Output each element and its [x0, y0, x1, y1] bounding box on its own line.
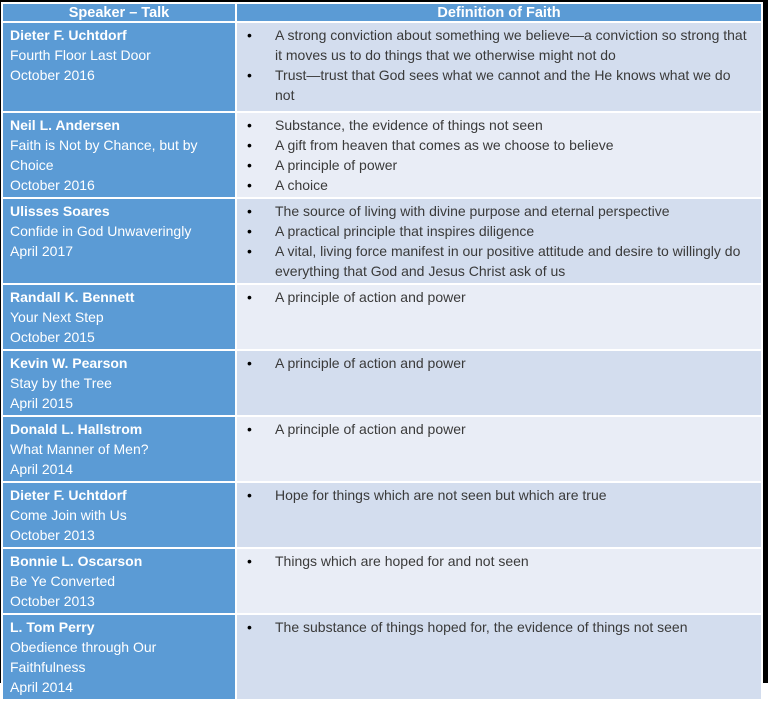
speaker-name: Ulisses Soares — [10, 203, 110, 219]
bullet-icon: • — [247, 289, 252, 305]
talk-title: Obedience through Our Faithfulness — [10, 639, 157, 675]
talk-title: Your Next Step — [10, 309, 104, 325]
talk-date: April 2015 — [10, 395, 74, 411]
bullet-text: The substance of things hoped for, the evidence of things not seen — [275, 619, 688, 635]
bullet-text: Hope for things which are not seen but which are true — [275, 487, 607, 503]
definition-cell — [237, 285, 761, 349]
bullet-item — [237, 617, 757, 637]
bullet-icon: • — [247, 243, 252, 259]
speaker-name: Donald L. Hallstrom — [10, 421, 143, 437]
bullet-text: A strong conviction about something we believe—a conviction so strong that it moves us to do things that we otherwise might not do — [275, 27, 747, 63]
bullet-item — [237, 25, 757, 65]
bullet-icon: • — [247, 553, 252, 569]
talk-date: October 2015 — [10, 329, 95, 345]
bullet-item — [237, 221, 757, 241]
bullet-item — [237, 551, 757, 571]
bullet-item — [237, 485, 757, 505]
speaker-name: L. Tom Perry — [10, 619, 95, 635]
talk-date: April 2017 — [10, 243, 74, 259]
speaker-cell — [3, 417, 235, 481]
speaker-name: Neil L. Andersen — [10, 117, 120, 133]
bullet-item — [237, 175, 757, 195]
bullet-text: A vital, living force manifest in our positive attitude and desire to willingly do everything that God and Jesus Christ ask of us — [275, 243, 741, 279]
bullet-text: A principle of action and power — [275, 421, 466, 437]
definition-cell — [237, 417, 761, 481]
table-row — [3, 199, 761, 283]
definition-cell — [237, 113, 761, 197]
speaker-cell — [3, 615, 235, 699]
bullet-text: Trust—trust that God sees what we cannot and the He knows what we do not — [275, 67, 731, 103]
definition-cell — [237, 483, 761, 547]
speaker-name: Dieter F. Uchtdorf — [10, 487, 127, 503]
bullet-text: A principle of power — [275, 157, 398, 173]
bullet-icon: • — [247, 421, 252, 437]
talk-title: Faith is Not by Chance, but by Choice — [10, 137, 198, 173]
bullet-item — [237, 65, 757, 105]
definition-cell — [237, 199, 761, 283]
bullet-text: A principle of action and power — [275, 289, 466, 305]
speaker-cell — [3, 199, 235, 283]
speaker-name: Randall K. Bennett — [10, 289, 135, 305]
talk-title: Come Join with Us — [10, 507, 127, 523]
bullet-item — [237, 201, 757, 221]
talk-date: April 2014 — [10, 679, 74, 695]
table-row — [3, 23, 761, 111]
definition-cell — [237, 615, 761, 699]
table-row — [3, 285, 761, 349]
table-row — [3, 417, 761, 481]
faith-definitions-table — [1, 2, 763, 701]
talk-date: October 2013 — [10, 593, 95, 609]
talk-date: October 2016 — [10, 67, 95, 83]
speaker-name: Dieter F. Uchtdorf — [10, 27, 127, 43]
table-row — [3, 549, 761, 613]
bullet-item — [237, 241, 757, 281]
bullet-item — [237, 115, 757, 135]
bullet-icon: • — [247, 203, 252, 219]
speaker-name: Kevin W. Pearson — [10, 355, 128, 371]
speaker-cell — [3, 483, 235, 547]
talk-date: October 2016 — [10, 177, 95, 193]
definition-cell — [237, 351, 761, 415]
speaker-name: Bonnie L. Oscarson — [10, 553, 143, 569]
talk-title: Confide in God Unwaveringly — [10, 223, 192, 239]
header-row — [3, 4, 761, 21]
speaker-cell — [3, 23, 235, 111]
talk-title: What Manner of Men? — [10, 441, 149, 457]
talk-date: April 2014 — [10, 461, 74, 477]
bullet-icon: • — [247, 223, 252, 239]
bullet-icon: • — [247, 619, 252, 635]
bullet-icon: • — [247, 27, 252, 43]
bullet-icon: • — [247, 355, 252, 371]
speaker-cell — [3, 285, 235, 349]
table-row — [3, 483, 761, 547]
speaker-cell — [3, 549, 235, 613]
header-speaker-talk: Speaker – Talk — [3, 4, 235, 21]
bullet-item — [237, 419, 757, 439]
bullet-icon: • — [247, 137, 252, 153]
talk-title: Be Ye Converted — [10, 573, 116, 589]
bullet-item — [237, 287, 757, 307]
speaker-cell — [3, 351, 235, 415]
bullet-icon: • — [247, 117, 252, 133]
bullet-icon: • — [247, 157, 252, 173]
bullet-icon: • — [247, 487, 252, 503]
table-row — [3, 615, 761, 699]
bullet-text: Things which are hoped for and not seen — [275, 553, 529, 569]
bullet-icon: • — [247, 67, 252, 83]
bullet-text: A choice — [275, 177, 328, 193]
header-definition: Definition of Faith — [237, 4, 761, 21]
bullet-item — [237, 353, 757, 373]
table-row — [3, 113, 761, 197]
table-row — [3, 351, 761, 415]
bullet-text: The source of living with divine purpose and eternal perspective — [275, 203, 670, 219]
talk-title: Stay by the Tree — [10, 375, 112, 391]
speaker-cell — [3, 113, 235, 197]
definition-cell — [237, 549, 761, 613]
bullet-icon: • — [247, 177, 252, 193]
talk-date: October 2013 — [10, 527, 95, 543]
bullet-item — [237, 155, 757, 175]
bullet-text: Substance, the evidence of things not seen — [275, 117, 543, 133]
definition-cell — [237, 23, 761, 111]
bullet-text: A principle of action and power — [275, 355, 466, 371]
bullet-item — [237, 135, 757, 155]
talk-title: Fourth Floor Last Door — [10, 47, 151, 63]
bullet-text: A practical principle that inspires diligence — [275, 223, 535, 239]
bullet-text: A gift from heaven that comes as we choose to believe — [275, 137, 614, 153]
